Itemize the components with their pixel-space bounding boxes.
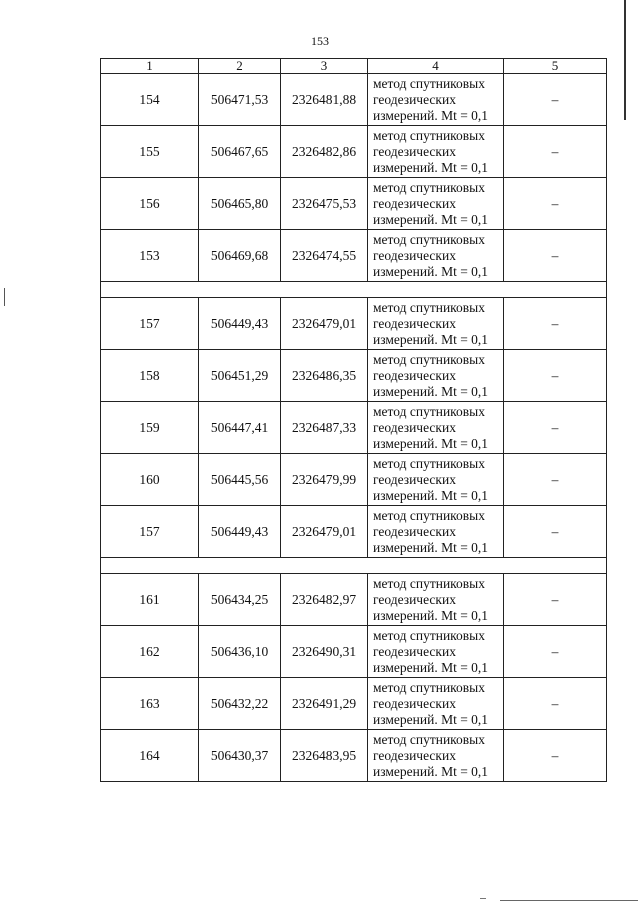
point-number-cell: 157 <box>101 506 199 558</box>
table-row <box>101 730 607 782</box>
table-row <box>101 402 607 454</box>
method-line: измерений. Mt = 0,1 <box>373 763 489 779</box>
method-cell <box>368 350 504 402</box>
description-cell: – <box>504 574 607 626</box>
table-row <box>101 126 607 178</box>
point-number-cell: 158 <box>101 350 199 402</box>
method-line: измерений. Mt = 0,1 <box>373 539 489 555</box>
method-line: измерений. Mt = 0,1 <box>373 487 489 503</box>
point-number-cell: 159 <box>101 402 199 454</box>
description-cell: – <box>504 230 607 282</box>
method-line: измерений. Mt = 0,1 <box>373 263 489 279</box>
y-coordinate-cell: 2326490,31 <box>281 626 368 678</box>
header-cell-5: 5 <box>504 59 607 74</box>
x-coordinate-cell: 506449,43 <box>199 506 281 558</box>
method-cell <box>368 178 504 230</box>
method-line: метод спутниковых <box>373 679 485 695</box>
method-cell <box>368 454 504 506</box>
coordinates-table-body <box>101 59 607 782</box>
bottom-rule <box>500 900 638 901</box>
method-line: метод спутниковых <box>373 575 485 591</box>
description-cell: – <box>504 298 607 350</box>
table-row <box>101 298 607 350</box>
method-cell <box>368 74 504 126</box>
table-row <box>101 230 607 282</box>
method-line: измерений. Mt = 0,1 <box>373 711 489 727</box>
x-coordinate-cell: 506447,41 <box>199 402 281 454</box>
margin-rule <box>624 0 626 120</box>
method-line: геодезических <box>373 367 456 383</box>
coordinates-table <box>100 58 607 782</box>
method-cell <box>368 126 504 178</box>
method-line: геодезических <box>373 523 456 539</box>
table-row <box>101 454 607 506</box>
y-coordinate-cell: 2326475,53 <box>281 178 368 230</box>
table-separator-row <box>101 282 607 298</box>
method-line: геодезических <box>373 695 456 711</box>
point-number-cell: 162 <box>101 626 199 678</box>
header-cell-1: 1 <box>101 59 199 74</box>
table-row <box>101 506 607 558</box>
y-coordinate-cell: 2326474,55 <box>281 230 368 282</box>
table-header-row <box>101 59 607 74</box>
point-number-cell: 163 <box>101 678 199 730</box>
x-coordinate-cell: 506467,65 <box>199 126 281 178</box>
header-cell-4: 4 <box>368 59 504 74</box>
point-number-cell: 153 <box>101 230 199 282</box>
description-cell: – <box>504 506 607 558</box>
method-line: измерений. Mt = 0,1 <box>373 107 489 123</box>
method-line: измерений. Mt = 0,1 <box>373 159 489 175</box>
method-line: измерений. Mt = 0,1 <box>373 607 489 623</box>
method-line: метод спутниковых <box>373 127 485 143</box>
method-line: метод спутниковых <box>373 731 485 747</box>
table-row <box>101 678 607 730</box>
point-number-cell: 161 <box>101 574 199 626</box>
y-coordinate-cell: 2326483,95 <box>281 730 368 782</box>
method-cell <box>368 626 504 678</box>
method-cell <box>368 230 504 282</box>
header-cell-3: 3 <box>281 59 368 74</box>
description-cell: – <box>504 730 607 782</box>
method-line: геодезических <box>373 195 456 211</box>
y-coordinate-cell: 2326482,86 <box>281 126 368 178</box>
table-separator-row <box>101 558 607 574</box>
point-number-cell: 156 <box>101 178 199 230</box>
table-row <box>101 626 607 678</box>
y-coordinate-cell: 2326481,88 <box>281 74 368 126</box>
method-line: измерений. Mt = 0,1 <box>373 659 489 675</box>
description-cell: – <box>504 126 607 178</box>
method-cell <box>368 678 504 730</box>
method-cell <box>368 574 504 626</box>
y-coordinate-cell: 2326482,97 <box>281 574 368 626</box>
method-line: метод спутниковых <box>373 403 485 419</box>
x-coordinate-cell: 506445,56 <box>199 454 281 506</box>
x-coordinate-cell: 506432,22 <box>199 678 281 730</box>
x-coordinate-cell: 506471,53 <box>199 74 281 126</box>
page-number: 153 <box>311 34 329 48</box>
method-line: метод спутниковых <box>373 299 485 315</box>
description-cell: – <box>504 678 607 730</box>
y-coordinate-cell: 2326487,33 <box>281 402 368 454</box>
method-cell <box>368 730 504 782</box>
method-line: геодезических <box>373 91 456 107</box>
x-coordinate-cell: 506430,37 <box>199 730 281 782</box>
method-line: измерений. Mt = 0,1 <box>373 435 489 451</box>
method-line: геодезических <box>373 247 456 263</box>
header-cell-2: 2 <box>199 59 281 74</box>
table-row <box>101 178 607 230</box>
point-number-cell: 164 <box>101 730 199 782</box>
x-coordinate-cell: 506451,29 <box>199 350 281 402</box>
table-row <box>101 74 607 126</box>
margin-mark <box>4 288 5 306</box>
y-coordinate-cell: 2326479,99 <box>281 454 368 506</box>
method-line: метод спутниковых <box>373 75 485 91</box>
point-number-cell: 154 <box>101 74 199 126</box>
description-cell: – <box>504 74 607 126</box>
method-line: метод спутниковых <box>373 351 485 367</box>
point-number-cell: 160 <box>101 454 199 506</box>
method-cell <box>368 298 504 350</box>
y-coordinate-cell: 2326479,01 <box>281 506 368 558</box>
description-cell: – <box>504 350 607 402</box>
x-coordinate-cell: 506436,10 <box>199 626 281 678</box>
method-line: геодезических <box>373 143 456 159</box>
description-cell: – <box>504 402 607 454</box>
x-coordinate-cell: 506465,80 <box>199 178 281 230</box>
method-line: метод спутниковых <box>373 179 485 195</box>
point-number-cell: 155 <box>101 126 199 178</box>
method-line: геодезических <box>373 315 456 331</box>
y-coordinate-cell: 2326479,01 <box>281 298 368 350</box>
method-line: измерений. Mt = 0,1 <box>373 331 489 347</box>
method-line: геодезических <box>373 747 456 763</box>
method-line: геодезических <box>373 643 456 659</box>
separator-cell <box>101 558 607 574</box>
method-cell <box>368 402 504 454</box>
method-line: геодезических <box>373 591 456 607</box>
description-cell: – <box>504 454 607 506</box>
y-coordinate-cell: 2326486,35 <box>281 350 368 402</box>
method-line: геодезических <box>373 471 456 487</box>
x-coordinate-cell: 506469,68 <box>199 230 281 282</box>
method-line: метод спутниковых <box>373 455 485 471</box>
method-line: метод спутниковых <box>373 507 485 523</box>
method-line: геодезических <box>373 419 456 435</box>
method-line: метод спутниковых <box>373 231 485 247</box>
description-cell: – <box>504 626 607 678</box>
method-line: измерений. Mt = 0,1 <box>373 211 489 227</box>
description-cell: – <box>504 178 607 230</box>
table-row <box>101 574 607 626</box>
x-coordinate-cell: 506434,25 <box>199 574 281 626</box>
table-row <box>101 350 607 402</box>
y-coordinate-cell: 2326491,29 <box>281 678 368 730</box>
method-line: метод спутниковых <box>373 627 485 643</box>
method-cell <box>368 506 504 558</box>
scan-mark <box>480 898 486 899</box>
x-coordinate-cell: 506449,43 <box>199 298 281 350</box>
point-number-cell: 157 <box>101 298 199 350</box>
method-line: измерений. Mt = 0,1 <box>373 383 489 399</box>
separator-cell <box>101 282 607 298</box>
